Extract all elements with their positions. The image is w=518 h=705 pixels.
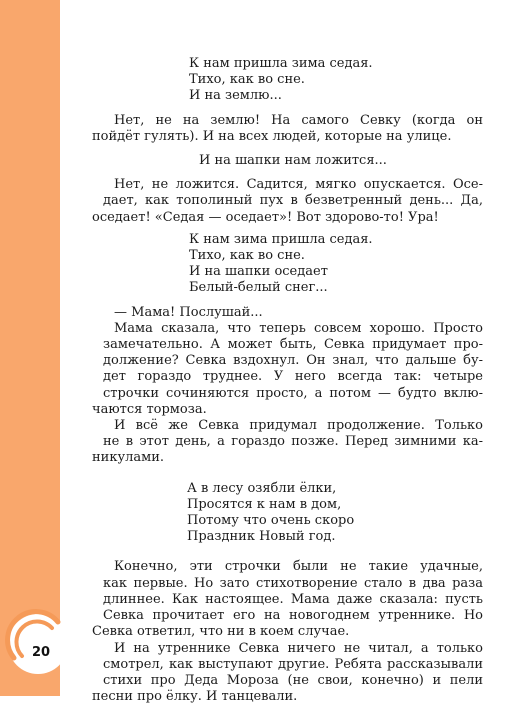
page-margin-band	[0, 0, 60, 696]
paragraph-6: Конечно, эти строчки были не такие удачные, как первые. Но зато стихотворение стало в два раза длиннее. Как настоящее. Мама даже сказала: пусть Севка прочитает его на новогоднем утреннике. Но Севка ответил, что ни в коем случае.	[103, 559, 483, 640]
paragraph-5: И всё же Севка придумал продолжение. Только не в этот день, а гораздо позже. Перед зимними ка- никулами.	[103, 418, 483, 467]
page-number: 20	[27, 642, 55, 664]
paragraph-7: И на утреннике Севка ничего не читал, а только смотрел, как выступают другие. Ребята рассказывали стихи про Деда Мороза (не свои, конечно) и пели песни про ёлку. И танцевали.	[103, 641, 483, 705]
verse-1: К нам пришла зима седая. Тихо, как во сне. И на землю...	[189, 56, 483, 105]
paragraph-3: — Мама! Послушай...	[103, 305, 483, 321]
paragraph-1: Нет, не на землю! На самого Севку (когда он пойдёт гулять). И на всех людей, которые на улице.	[103, 113, 483, 145]
poem-line: И на шапки нам ложится...	[103, 153, 483, 169]
page-text	[103, 0, 483, 705]
paragraph-4: Мама сказала, что теперь совсем хорошо. Просто замечательно. А может быть, Севка придумает про- должение? Севка вздохнул. Он знал, что дальше бу- дет гораздо труднее. У него всегда так: четыре строчки сочиняются просто, а потом — будто вклю- чаются тормоза.	[103, 321, 483, 418]
verse-3: А в лесу озябли ёлки, Просятся к нам в дом, Потому что очень скоро Праздник Новый год.	[187, 481, 483, 546]
paragraph-2: Нет, не ложится. Садится, мягко опускается. Осе- дает, как тополиный пух в безветренный день... Да, оседает! «Седая — оседает»! Вот здорово-то! Ура!	[103, 177, 483, 226]
verse-2: К нам зима пришла седая. Тихо, как во сне. И на шапки оседает Белый-белый снег...	[189, 232, 483, 297]
